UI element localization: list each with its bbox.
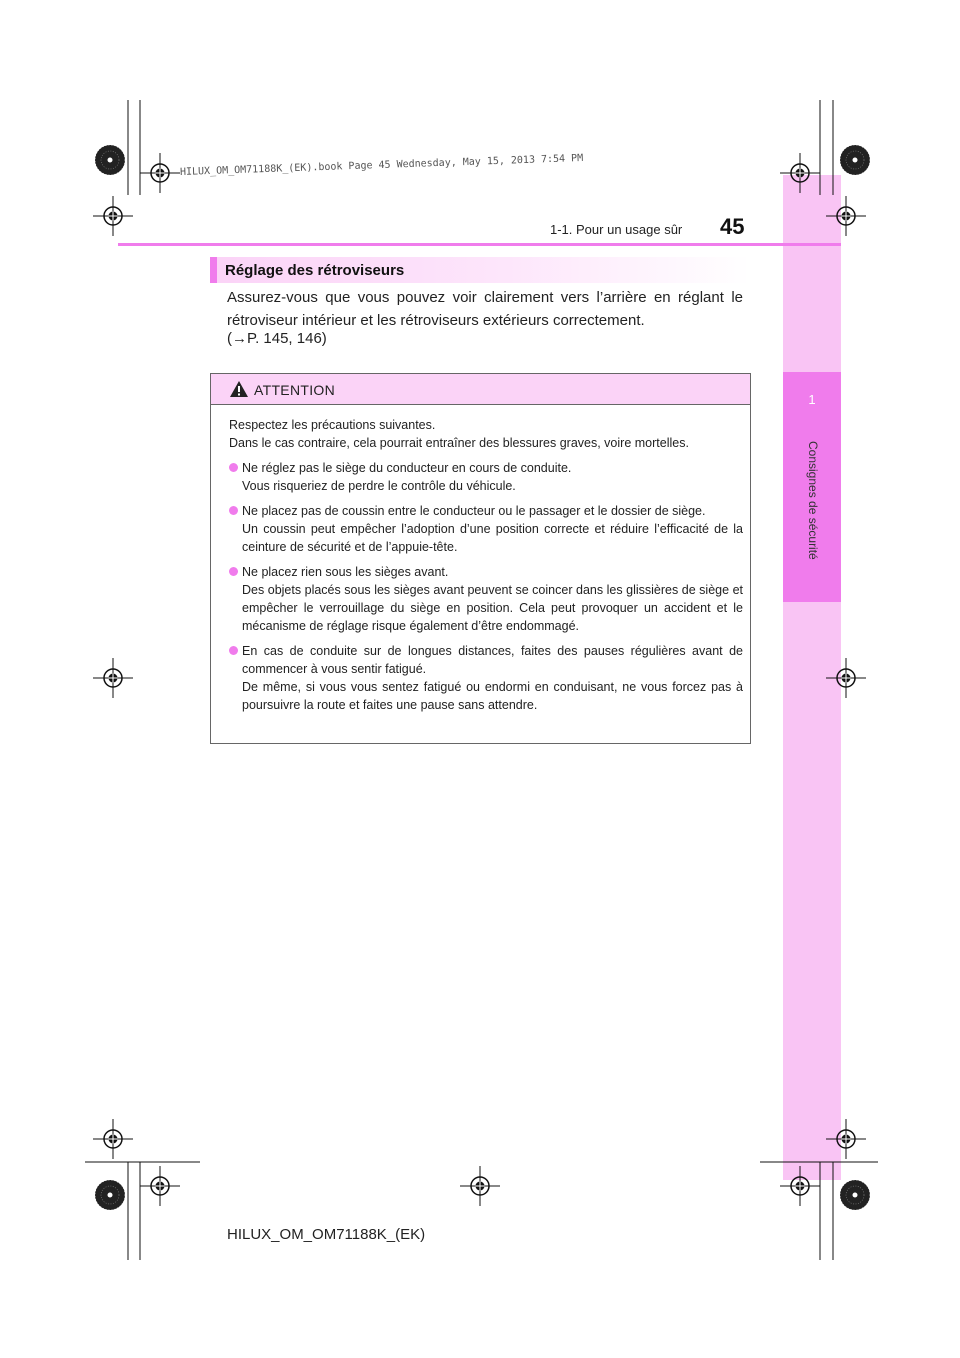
attention-intro-line: Dans le cas contraire, cela pourrait entraîner des blessures graves, voire mortelles.	[229, 436, 689, 450]
list-item-text: Ne réglez pas le siège du conducteur en cours de conduite. Vous risqueriez de perdre le contrôle du véhicule.	[242, 461, 572, 493]
registration-star-icon	[95, 145, 125, 175]
section-heading: Réglage des rétroviseurs	[225, 262, 405, 279]
registration-cross-icon	[140, 1166, 180, 1206]
intro-paragraph: Assurez-vous que vous pouvez voir clairement vers l’arrière en réglant le rétroviseur intérieur et les rétroviseurs extérieurs correctement.	[227, 289, 743, 329]
registration-cross-icon	[140, 153, 180, 193]
page-reference: (→P. 145, 146)	[227, 330, 327, 347]
list-item-text: Ne placez pas de coussin entre le conducteur ou le passager et le dossier de siège. Un coussin peut empêcher l’adoption d’une position correcte et réduire l’efficacité de la ceinture de sécurité et de l’appuie-tête.	[242, 504, 743, 554]
registration-cross-icon	[826, 196, 866, 236]
registration-cross-icon	[780, 1166, 820, 1206]
registration-star-icon	[840, 1180, 870, 1210]
list-item-text: En cas de conduite sur de longues distances, faites des pauses régulières avant de commencer à vous sentir fatigué. De même, si vous vous sentez fatigué ou endormi en conduisant, ne vous forcez pas à poursuivre la route et faites une pause sans attendre.	[242, 644, 743, 712]
registration-star-icon	[95, 1180, 125, 1210]
section-title: 1-1. Pour un usage sûr	[550, 222, 683, 237]
registration-cross-icon	[780, 153, 820, 193]
registration-cross-icon	[93, 658, 133, 698]
registration-cross-icon	[93, 1119, 133, 1159]
book-stamp: HILUX_OM_OM71188K_(EK).book Page 45 Wednesday, May 15, 2013 7:54 PM	[179, 152, 584, 178]
registration-cross-icon	[826, 1119, 866, 1159]
registration-cross-icon	[460, 1166, 500, 1206]
page-number: 45	[720, 214, 745, 239]
registration-star-icon	[840, 145, 870, 175]
attention-title: ATTENTION	[254, 382, 335, 398]
list-item-text: Ne placez rien sous les sièges avant. Des objets placés sous les sièges avant peuvent se coincer dans les glissières de siège et empêcher le verrouillage du siège en position. Cela peut provoquer un accident et le mécanisme de réglage risque également d’être endommagé.	[242, 565, 743, 633]
attention-intro-line: Respectez les précautions suivantes.	[229, 418, 436, 432]
footer-code: HILUX_OM_OM71188K_(EK)	[227, 1226, 426, 1243]
chapter-number: 1	[808, 392, 816, 407]
registration-cross-icon	[93, 196, 133, 236]
registration-cross-icon	[826, 658, 866, 698]
chapter-name: Consignes de sécurité	[806, 441, 820, 560]
